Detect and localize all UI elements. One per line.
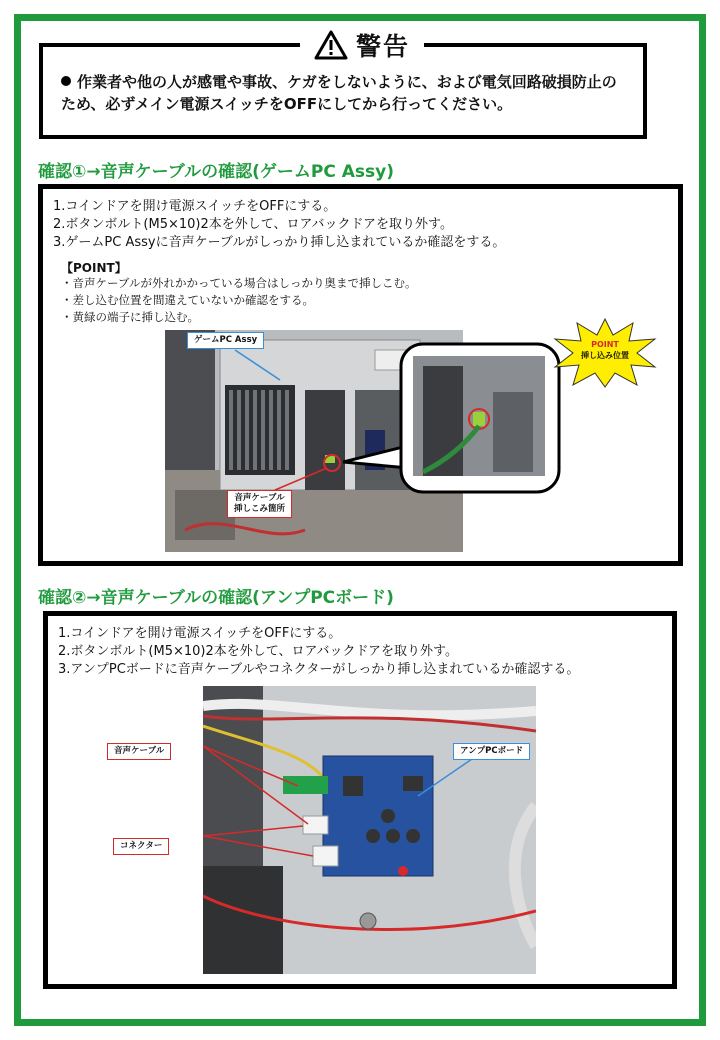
zoom-callout [343, 322, 563, 512]
bullet-icon [61, 76, 71, 86]
point-burst [553, 317, 657, 389]
point-item-1: ・音声ケーブルが外れかかっている場合はしっかり奥まで挿しこむ。 [61, 276, 417, 290]
section2-step-2: 2.ボタンボルト(M5×10)2本を外して、ロアバックドアを取り外す。 [58, 644, 459, 659]
label-cable-insert-line2: 挿しこみ箇所 [234, 504, 286, 514]
label-connector: コネクター [113, 838, 169, 855]
section2-steps [58, 625, 579, 679]
point-item-3: ・黄緑の端子に挿し込む。 [61, 310, 199, 324]
amp-board-photo [203, 686, 536, 974]
warning-line-1: 作業者や他の人が感電や事故、ケガをしないように、および電気回路破損防止の [77, 73, 617, 91]
warning-triangle-icon [314, 30, 348, 60]
label-amp-pc-board: アンプPCボード [453, 743, 530, 760]
point-list [61, 275, 416, 326]
section2-heading: 確認②→音声ケーブルの確認(アンプPCボード) [38, 588, 394, 608]
amp-callout-lines [203, 686, 536, 974]
burst-insert-position-text: 挿し込み位置 [581, 351, 629, 360]
section1-panel [38, 184, 683, 566]
section1-steps [53, 198, 505, 252]
point-heading: 【POINT】 [61, 261, 127, 275]
label-audio-cable: 音声ケーブル [107, 743, 171, 760]
warning-text [61, 71, 631, 115]
point-item-2: ・差し込む位置を間違えていないか確認をする。 [61, 293, 314, 307]
label-game-pc-assy: ゲームPC Assy [187, 332, 264, 349]
section1-step-2: 2.ボタンボルト(M5×10)2本を外して、ロアバックドアを取り外す。 [53, 217, 454, 232]
section2-panel [43, 611, 677, 989]
section1-step-1: 1.コインドアを開け電源スイッチをOFFにする。 [53, 199, 337, 214]
warning-title-text: 警告 [356, 32, 411, 61]
label-cable-insert-line1: 音声ケーブル [234, 493, 285, 503]
section2-step-1: 1.コインドアを開け電源スイッチをOFFにする。 [58, 626, 342, 641]
warning-line-2: ため、必ずメイン電源スイッチをOFFにしてから行ってください。 [61, 95, 513, 113]
section2-step-3: 3.アンプPCボードに音声ケーブルやコネクターがしっかり挿し込まれているか確認する。 [58, 662, 580, 677]
section1-heading: 確認①→音声ケーブルの確認(ゲームPC Assy) [38, 162, 394, 182]
burst-point-text: POINT [591, 340, 619, 349]
warning-title [300, 30, 424, 60]
section1-step-3: 3.ゲームPC Assyに音声ケーブルがしっかり挿し込まれているか確認をする。 [53, 235, 506, 250]
